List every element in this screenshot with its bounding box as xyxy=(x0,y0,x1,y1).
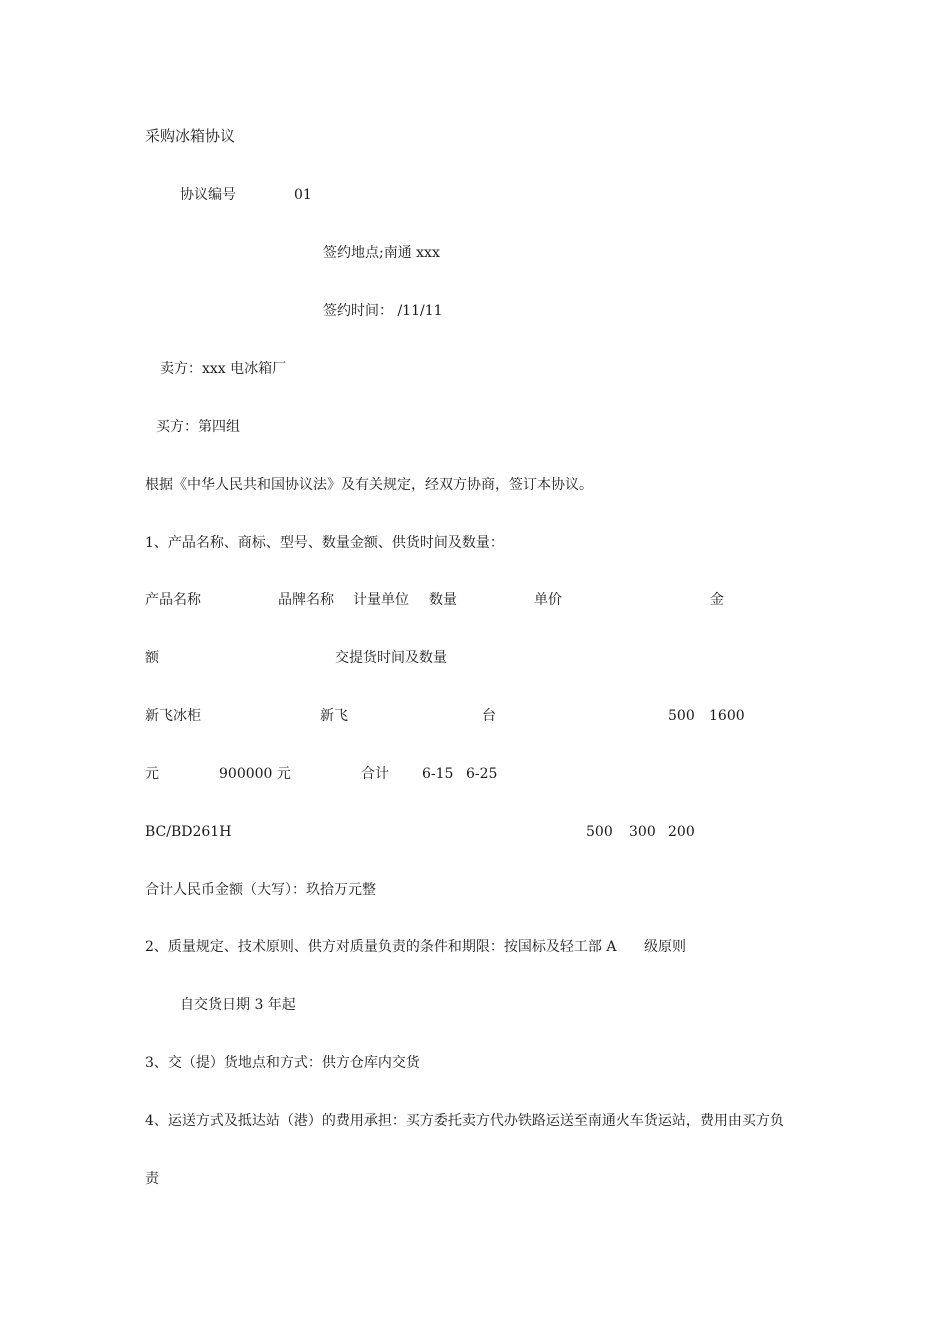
cell-total-quantity: 500 xyxy=(586,824,613,840)
cell-total-label: 合计 xyxy=(361,766,389,782)
cell-model: BC/BD261H xyxy=(145,824,232,840)
cell-product-name: 新飞冰柜 xyxy=(145,708,201,724)
signing-time: 签约时间： /11/11 xyxy=(323,303,443,319)
clause-2-text: 2、质量规定、技术原则、供方对质量负责的条件和期限：按国标及轻工部 A xyxy=(145,939,617,955)
agreement-number-label: 协议编号 xyxy=(180,187,236,203)
clause-3-text: 3、交（提）货地点和方式：供方仓库内交货 xyxy=(145,1055,420,1071)
clause-4-continuation: 责 xyxy=(145,1171,159,1187)
seller-line: 卖方：xxx 电冰箱厂 xyxy=(160,361,287,377)
cell-amount: 900000 元 xyxy=(219,766,291,782)
cell-delivery-date-2: 6-25 xyxy=(466,766,498,782)
clause-1-heading: 1、产品名称、商标、型号、数量金额、供货时间及数量： xyxy=(145,535,504,551)
agreement-number-value: 01 xyxy=(294,187,312,203)
signing-location: 签约地点;南通 xxx xyxy=(323,245,440,261)
cell-brand-name: 新飞 xyxy=(320,708,348,724)
cell-unit-price: 1600 xyxy=(709,708,745,724)
clause-2-continuation: 自交货日期 3 年起 xyxy=(180,997,296,1013)
intro-paragraph: 根据《中华人民共和国协议法》及有关规定，经双方协商，签订本协议。 xyxy=(145,477,593,493)
clause-2-suffix: 级原则 xyxy=(644,939,686,955)
column-quantity: 数量 xyxy=(429,592,457,608)
cell-delivery-date-1: 6-15 xyxy=(422,766,454,782)
cell-quantity: 500 xyxy=(668,708,695,724)
column-delivery-time: 交提货时间及数量 xyxy=(335,650,447,666)
column-unit-price: 单价 xyxy=(534,592,562,608)
column-brand-name: 品牌名称 xyxy=(278,592,334,608)
cell-unit: 台 xyxy=(482,708,496,724)
document-title: 采购冰箱协议 xyxy=(145,127,236,145)
buyer-line: 买方：第四组 xyxy=(156,419,240,435)
column-product-name: 产品名称 xyxy=(145,592,201,608)
cell-delivery-qty-2: 200 xyxy=(668,824,695,840)
column-amount-part1: 金 xyxy=(710,592,724,608)
column-amount-part2: 额 xyxy=(145,650,159,666)
clause-4-text: 4、运送方式及抵达站（港）的费用承担：买方委托卖方代办铁路运送至南通火车货运站，费用由买方负 xyxy=(145,1113,784,1129)
total-amount-line: 合计人民币金额（大写）：玖拾万元整 xyxy=(145,882,376,898)
cell-price-unit: 元 xyxy=(145,766,159,782)
column-unit: 计量单位 xyxy=(353,592,409,608)
cell-delivery-qty-1: 300 xyxy=(629,824,656,840)
